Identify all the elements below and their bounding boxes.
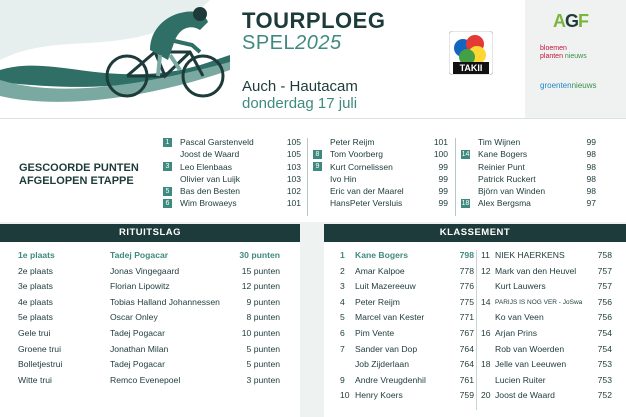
standings-row (324, 326, 626, 342)
cyclist-illustration (0, 0, 240, 118)
standing-points: 757 (597, 281, 612, 292)
standing-rank: 3 (340, 281, 345, 292)
player-name: Eric van der Maarel (330, 186, 404, 197)
standings-row (324, 388, 626, 404)
rank-badge: 5 (163, 187, 172, 196)
standing-rank: 12 (481, 265, 491, 276)
points-row (163, 136, 301, 148)
standing-name: Lucien Ruiter (495, 374, 546, 385)
player-name: Björn van Winden (478, 186, 546, 197)
player-name: Alex Bergsma (478, 198, 531, 209)
standings-row (324, 373, 626, 389)
standing-points: 753 (597, 359, 612, 370)
standings-table (324, 224, 626, 417)
player-name: Kurt Cornelissen (330, 161, 393, 172)
standing-name: Marcel van Kester (355, 312, 425, 323)
player-points: 102 (286, 186, 301, 197)
standing-rank: 6 (340, 327, 345, 338)
standing-points: 798 (459, 250, 474, 260)
result-points: 15 punten (241, 265, 280, 276)
result-points: 12 punten (241, 281, 280, 292)
header (0, 0, 626, 118)
player-points: 98 (586, 149, 596, 160)
standing-points: 761 (459, 374, 474, 385)
scored-points-label: GESCOORDE PUNTEN AFGELOPEN ETAPPE (19, 162, 139, 187)
rank-badge: 18 (461, 199, 470, 207)
points-row (313, 148, 448, 160)
standing-points: 778 (459, 265, 474, 276)
player-name: HansPeter Versluis (330, 198, 403, 209)
standing-rank: 7 (340, 343, 345, 354)
standing-points: 758 (597, 250, 612, 260)
result-place: 4e plaats (18, 296, 53, 307)
standing-name: Kurt Lauwers (495, 281, 546, 292)
standing-points: 764 (459, 359, 474, 370)
standing-name: PARIJS IS NOG VER - JoSwa (495, 298, 583, 306)
title-sub: SPEL2025 (242, 32, 342, 54)
stage-result-row (0, 279, 300, 295)
player-points: 97 (586, 198, 596, 209)
rank-badge: 6 (163, 199, 172, 208)
stage-result-row (0, 295, 300, 311)
points-row (163, 197, 301, 209)
standing-name: Rob van Woerden (495, 343, 565, 354)
points-row (163, 161, 301, 173)
player-points: 99 (438, 198, 448, 209)
player-points: 98 (586, 161, 596, 172)
stage-result-row (0, 342, 300, 358)
standing-rank: 10 (340, 390, 350, 401)
result-rider: Tobias Halland Johannessen (110, 296, 220, 307)
standing-name: Henry Koers (355, 390, 403, 401)
points-row (313, 197, 448, 209)
standings-row (324, 357, 626, 373)
points-row (163, 185, 301, 197)
points-row (313, 173, 448, 185)
standing-points: 771 (459, 312, 474, 323)
standing-rank: 5 (340, 312, 345, 323)
player-points: 101 (433, 137, 448, 147)
standing-points: 754 (597, 343, 612, 354)
standing-name: Jelle van Leeuwen (495, 359, 567, 370)
result-place: Groene trui (18, 343, 61, 354)
standing-points: 759 (459, 390, 474, 401)
player-points: 98 (586, 173, 596, 184)
points-row (163, 148, 301, 160)
standings-row (324, 295, 626, 311)
player-name: Ivo Hin (330, 173, 357, 184)
result-place: 1e plaats (18, 250, 55, 260)
player-points: 105 (286, 149, 301, 160)
standing-name: Arjan Prins (495, 327, 538, 338)
standing-name: Luit Mazereeuw (355, 281, 416, 292)
result-rider: Jonas Vingegaard (110, 265, 180, 276)
takii-wordmark: TAKII (453, 62, 489, 74)
standing-points: 756 (597, 312, 612, 323)
points-row (461, 185, 596, 197)
standing-rank: 20 (481, 390, 491, 401)
result-rider: Jonathan Milan (110, 343, 169, 354)
stage-result-row (0, 264, 300, 280)
player-points: 105 (286, 137, 301, 147)
standing-rank: 1 (340, 250, 345, 260)
stage-result-table (0, 224, 300, 417)
points-row (461, 161, 596, 173)
result-points: 8 punten (246, 312, 280, 323)
player-points: 98 (586, 186, 596, 197)
standing-name: Amar Kalpoe (355, 265, 405, 276)
player-points: 103 (286, 161, 301, 172)
standings-row (324, 342, 626, 358)
standing-rank: 2 (340, 265, 345, 276)
standing-points: 764 (459, 343, 474, 354)
standing-points: 767 (459, 327, 474, 338)
standings-row (324, 248, 626, 264)
points-row (313, 161, 448, 173)
result-points: 5 punten (246, 343, 280, 354)
standing-name: Sander van Dop (355, 343, 418, 354)
player-name: Pascal Garstenveld (180, 137, 254, 147)
result-place: 2e plaats (18, 265, 53, 276)
result-place: Bolletjestrui (18, 359, 63, 370)
points-column-1 (163, 136, 301, 210)
rank-badge: 9 (313, 162, 322, 171)
standing-rank: 18 (481, 359, 491, 370)
rank-badge: 8 (313, 150, 322, 159)
points-row (163, 173, 301, 185)
points-column-2 (313, 136, 448, 210)
standing-points: 752 (597, 390, 612, 401)
column-divider (455, 138, 456, 216)
points-row (461, 148, 596, 160)
player-name: Joost de Waard (180, 149, 240, 160)
standing-name: Ko van Veen (495, 312, 544, 323)
result-place: Witte trui (18, 374, 52, 385)
standing-name: Mark van den Heuvel (495, 265, 577, 276)
standing-points: 775 (459, 296, 474, 307)
player-points: 99 (438, 186, 448, 197)
stage-result-row (0, 310, 300, 326)
result-rider: Florian Lipowitz (110, 281, 170, 292)
standing-rank: 9 (340, 374, 345, 385)
result-points: 9 punten (246, 296, 280, 307)
standing-points: 753 (597, 374, 612, 385)
player-name: Olivier van Luijk (180, 173, 240, 184)
title-main: TOURPLOEG (242, 8, 386, 33)
groenten-nieuws-logo: groentennieuws (540, 81, 597, 90)
result-place: 3e plaats (18, 281, 53, 292)
result-points: 10 punten (241, 327, 280, 338)
player-points: 99 (438, 173, 448, 184)
player-name: Leo Elenbaas (180, 161, 232, 172)
standing-name: Joost de Waard (495, 390, 555, 401)
stage-result-title: RITUITSLAG (0, 224, 300, 242)
standings-title: KLASSEMENT (324, 224, 626, 242)
result-rider: Oscar Onley (110, 312, 158, 323)
standing-rank: 11 (481, 250, 490, 260)
standing-name: Pim Vente (355, 327, 395, 338)
bloemen-planten-nieuws-logo: bloemen planten nieuws (540, 45, 587, 60)
points-row (313, 136, 448, 148)
stage-result-row (0, 248, 300, 264)
standings-row (324, 264, 626, 280)
player-name: Peter Reijm (330, 137, 375, 147)
result-rider: Tadej Pogacar (110, 327, 165, 338)
standing-points: 757 (597, 265, 612, 276)
standings-row (324, 279, 626, 295)
player-points: 99 (586, 137, 596, 147)
standing-points: 756 (597, 296, 612, 307)
rank-badge: 1 (163, 138, 172, 147)
stage-result-row (0, 357, 300, 373)
points-row (461, 136, 596, 148)
stage-date: donderdag 17 juli (242, 95, 358, 112)
standings-row (324, 310, 626, 326)
stage-result-rows (0, 242, 300, 388)
game-title (242, 10, 385, 54)
agf-logo: AGF (553, 11, 589, 31)
stage-route: Auch - Hautacam (242, 78, 358, 95)
player-name: Tim Wijnen (478, 137, 521, 147)
result-points: 3 punten (246, 374, 280, 385)
standing-points: 754 (597, 327, 612, 338)
standings-rows (324, 242, 626, 404)
standing-points: 776 (459, 281, 474, 292)
points-row (461, 173, 596, 185)
player-points: 101 (286, 198, 301, 209)
result-rider: Remco Evenepoel (110, 374, 181, 385)
stage-result-row (0, 326, 300, 342)
result-points: 5 punten (246, 359, 280, 370)
standing-name: Andre Vreugdenhil (355, 374, 426, 385)
rank-badge: 3 (163, 162, 172, 171)
player-name: Bas den Besten (180, 186, 241, 197)
standing-rank: 4 (340, 296, 345, 307)
player-points: 103 (286, 173, 301, 184)
stage-info (242, 78, 358, 113)
player-points: 100 (433, 149, 448, 160)
standing-name: Job Zijderlaan (355, 359, 409, 370)
points-row (313, 185, 448, 197)
result-rider: Tadej Pogacar (110, 250, 169, 260)
player-name: Patrick Ruckert (478, 173, 536, 184)
player-name: Tom Voorberg (330, 149, 383, 160)
stage-result-row (0, 373, 300, 389)
player-points: 99 (438, 161, 448, 172)
result-place: Gele trui (18, 327, 51, 338)
player-name: Reinier Punt (478, 161, 525, 172)
result-points: 30 punten (239, 250, 280, 260)
standing-name: Kane Bogers (355, 250, 409, 260)
player-name: Wim Browaeys (180, 198, 237, 209)
standing-name: NIEK HAERKENS (495, 250, 565, 260)
standing-rank: 16 (481, 327, 491, 338)
rank-badge: 14 (461, 150, 470, 158)
points-column-3 (461, 136, 596, 210)
column-divider (307, 138, 308, 216)
standing-rank: 14 (481, 296, 491, 307)
points-row (461, 197, 596, 209)
result-place: 5e plaats (18, 312, 53, 323)
player-name: Kane Bogers (478, 149, 528, 160)
result-rider: Tadej Pogacar (110, 359, 165, 370)
standing-name: Peter Reijm (355, 296, 400, 307)
